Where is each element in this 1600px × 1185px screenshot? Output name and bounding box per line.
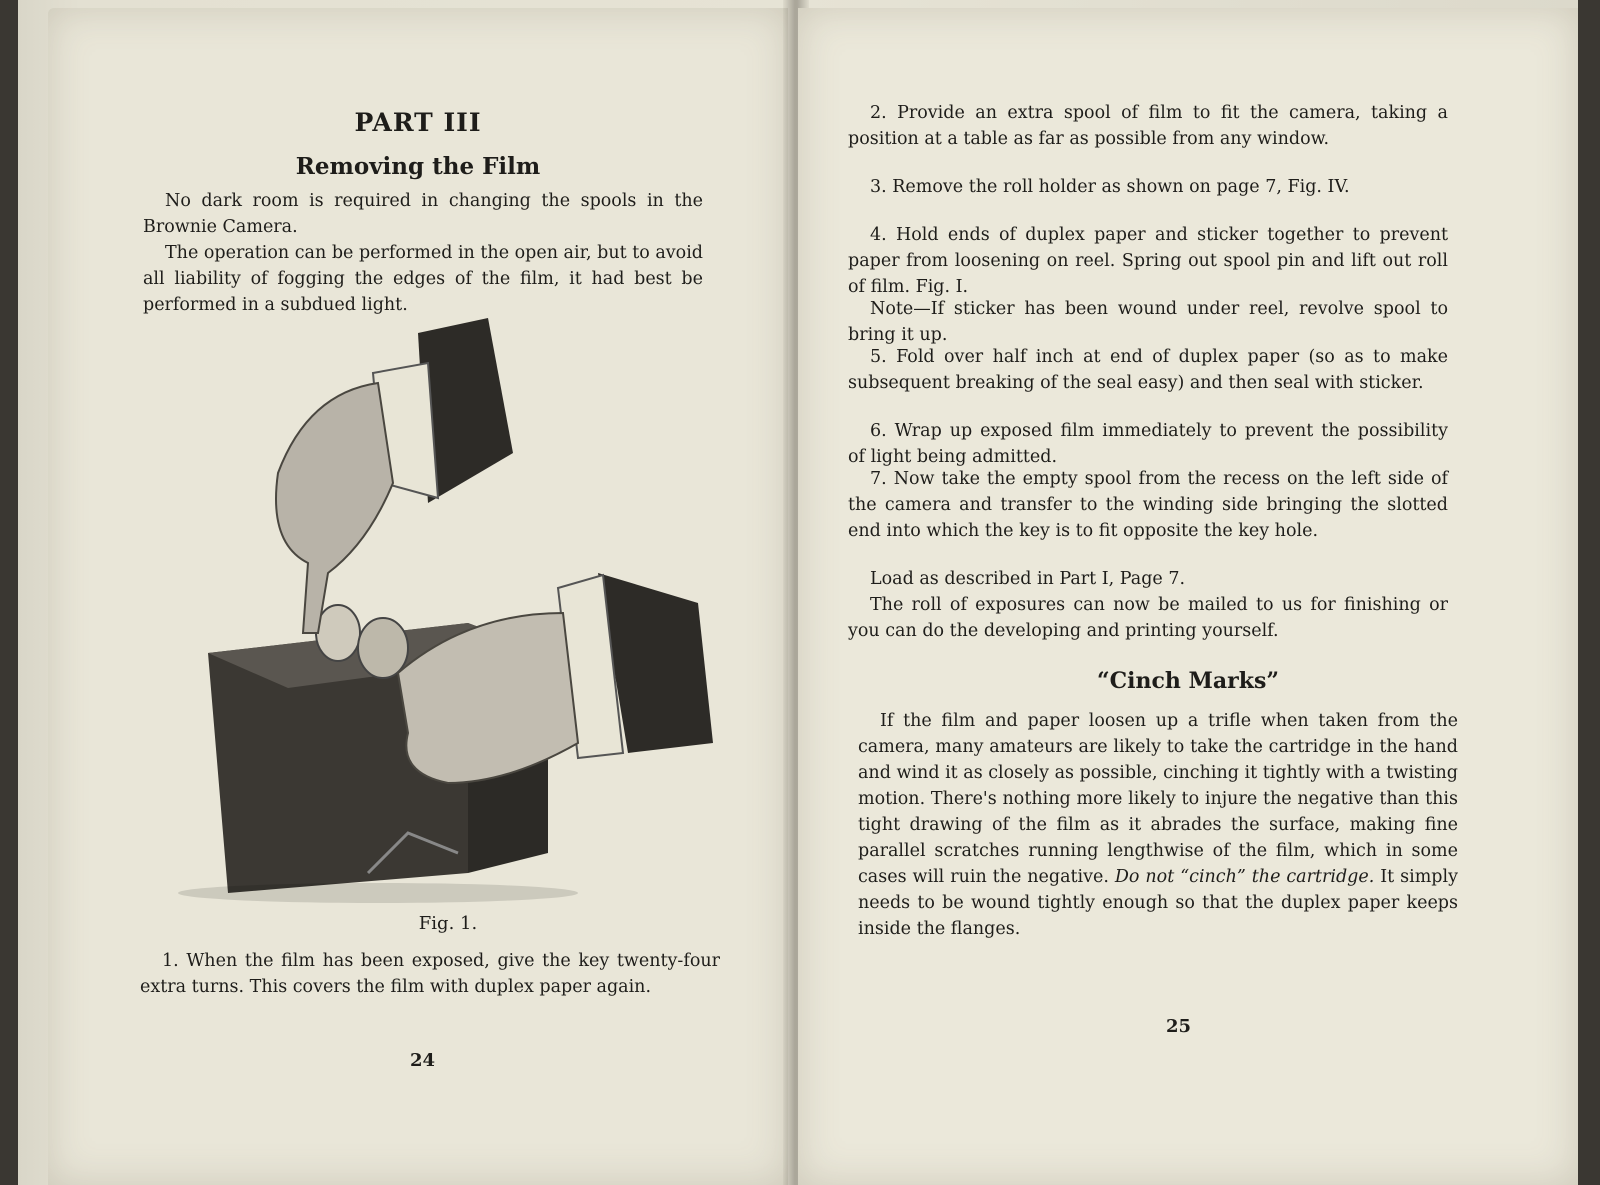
section-heading: Removing the Film <box>295 153 541 180</box>
figure-caption: Fig. 1. <box>418 913 478 934</box>
page-number-left: 24 <box>410 1050 436 1071</box>
cinch-marks-paragraph <box>858 708 1458 942</box>
step-1: 1. When the film has been exposed, give the key twenty-four extra turns. This covers the film with duplex paper again. <box>140 951 720 997</box>
page-number-right: 25 <box>1166 1016 1192 1037</box>
step-7: 7. Now take the empty spool from the recess on the left side of the camera and transfer to the winding side bringing the slotted end into which the key is to fit opposite the key hole. <box>848 469 1448 541</box>
left-page <box>48 8 788 1185</box>
intro-paragraph-1: No dark room is required in changing the spools in the Brownie Camera. <box>143 191 703 237</box>
cinch-marks-heading: “Cinch Marks” <box>1096 668 1280 694</box>
cinch-text: If the film and paper loosen up a trifle when taken from the camera, many amateurs are likely to take the cartridge in the hand and wind it as closely as possible, cinching it tightly with a twisting motion. There's nothing more likely to injure the negative than this tight drawing of the film as it abrades the surface, making fine parallel scratches running lengthwise of the film, which in some cases will ruin the negative. <box>858 711 1458 887</box>
note: Note—If sticker has been wound under reel, revolve spool to bring it up. <box>848 299 1448 345</box>
mail-paragraph: The roll of exposures can now be mailed to us for finishing or you can do the developing and printing yourself. <box>848 595 1448 641</box>
hands-camera-illustration <box>168 313 728 903</box>
step-4: 4. Hold ends of duplex paper and sticker together to prevent paper from loosening on reel. Spring out spool pin and lift out roll of film. Fig. I. <box>848 225 1448 297</box>
step-5: 5. Fold over half inch at end of duplex paper (so as to make subsequent breaking of the seal easy) and then seal with sticker. <box>848 347 1448 393</box>
step-6: 6. Wrap up exposed film immediately to prevent the possibility of light being admitted. <box>848 421 1448 467</box>
cinch-end: It simply needs to be wound tightly enough so that the duplex paper keeps inside the flanges. <box>858 867 1458 939</box>
part-title: PART III <box>354 108 482 137</box>
open-booklet <box>18 0 1578 1185</box>
intro-paragraph-2: The operation can be performed in the open air, but to avoid all liability of fogging the edges of the film, it had best be performed in a subdued light. <box>143 243 703 315</box>
step-2: 2. Provide an extra spool of film to fit the camera, taking a position at a table as far as possible from any window. <box>848 103 1448 149</box>
right-page <box>798 8 1578 1185</box>
load-instruction: Load as described in Part I, Page 7. <box>870 569 1186 589</box>
step-3: 3. Remove the roll holder as shown on page 7, Fig. IV. <box>870 177 1350 197</box>
cinch-italic: Do not “cinch” the cartridge. <box>1114 867 1375 887</box>
